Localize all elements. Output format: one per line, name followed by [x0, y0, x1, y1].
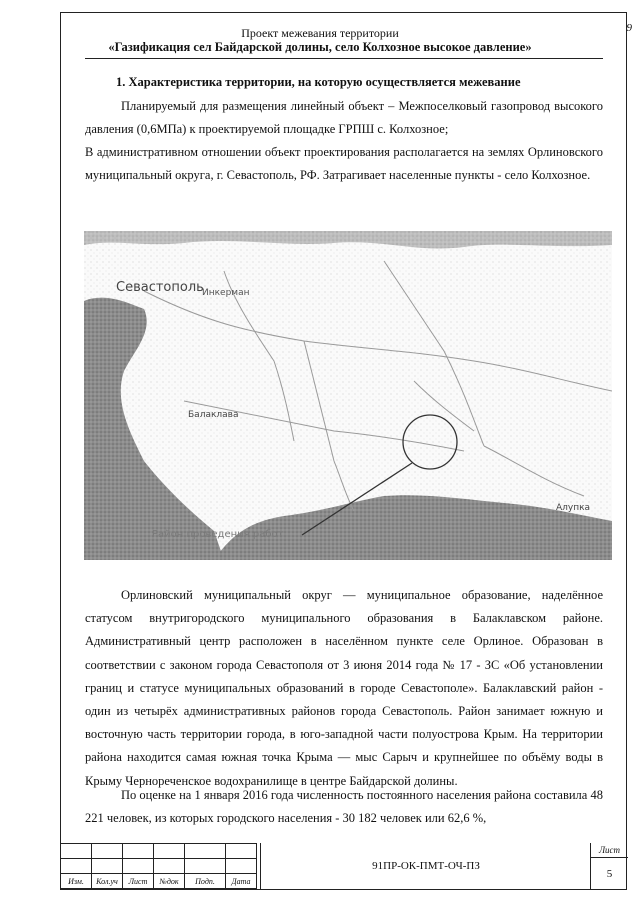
- revision-table: [60, 843, 257, 889]
- header-object-title: «Газификация сел Байдарской долины, село Колхозное высокое давление»: [108, 40, 532, 54]
- col-data: Дата: [226, 874, 257, 889]
- col-kol-uch: Кол.уч: [92, 874, 123, 889]
- col-list: Лист: [123, 874, 154, 889]
- sheet-label: Лист: [591, 843, 628, 858]
- location-map: [84, 231, 612, 560]
- map-label-work-area: Район проведения работ: [152, 529, 284, 540]
- map-label-inkerman: Инкерман: [202, 288, 250, 298]
- paragraph-population: По оценке на 1 января 2016 года численность постоянного населения района составила 48 221 человек, из которых городского населения - 30 182 человек или 62,6 %,: [85, 788, 603, 826]
- paragraph-object: Планируемый для размещения линейный объект – Межпоселковый газопровод высокого давления (0,6МПа) к проектируемой площадке ГРПШ с. Колхозное;: [85, 99, 603, 137]
- section-title: 1. Характеристика территории, на которую осуществляется межевание: [116, 75, 521, 89]
- col-podp: Подп.: [185, 874, 226, 889]
- sheet-number: 5: [606, 867, 613, 880]
- sheet-box: [590, 843, 628, 889]
- col-izm: Изм.: [61, 874, 92, 889]
- paragraph-location: В административном отношении объект проектирования располагается на землях Орлиновского муниципальный округа, г. Севастополь, РФ. Затрагивает населенные пункты - село Колхозное.: [85, 145, 603, 183]
- col-ndok: №док: [154, 874, 185, 889]
- map-label-balaklava: Балаклава: [188, 410, 239, 420]
- title-block: [60, 843, 627, 890]
- map-label-alupka: Алупка: [556, 503, 591, 513]
- header-divider: [85, 58, 603, 59]
- page-number: 9: [626, 22, 632, 34]
- paragraph-district-description: Орлиновский муниципальный округ — муниципальное образование, наделённое статусом внутригородского муниципального образования в Балаклавском районе. Административный центр расположен в населённом пункте селе Орлиное. Образован в соответствии с законом города Севастополя от 3 июня 2014 года № 17 - ЗС «Об установлении границ и статусе муниципальных образований в городе Севастополе». Балаклавский район - один из четырёх административных районов города Севастополь. Район занимает южную и восточную часть территории города, в юго-западной части полуострова Крым. На территории района находится самая южная точка Крыма — мыс Сарыч и крупнейшее по объёму воды в Крыму Чернореченское водохранилище в центре Байдарской долины.: [85, 588, 603, 788]
- document-code: 91ПР-ОК-ПМТ-ОЧ-ПЗ: [260, 843, 591, 889]
- header-project-title: Проект межевания территории: [241, 26, 399, 40]
- map-label-sevastopol: Севастополь: [116, 280, 204, 295]
